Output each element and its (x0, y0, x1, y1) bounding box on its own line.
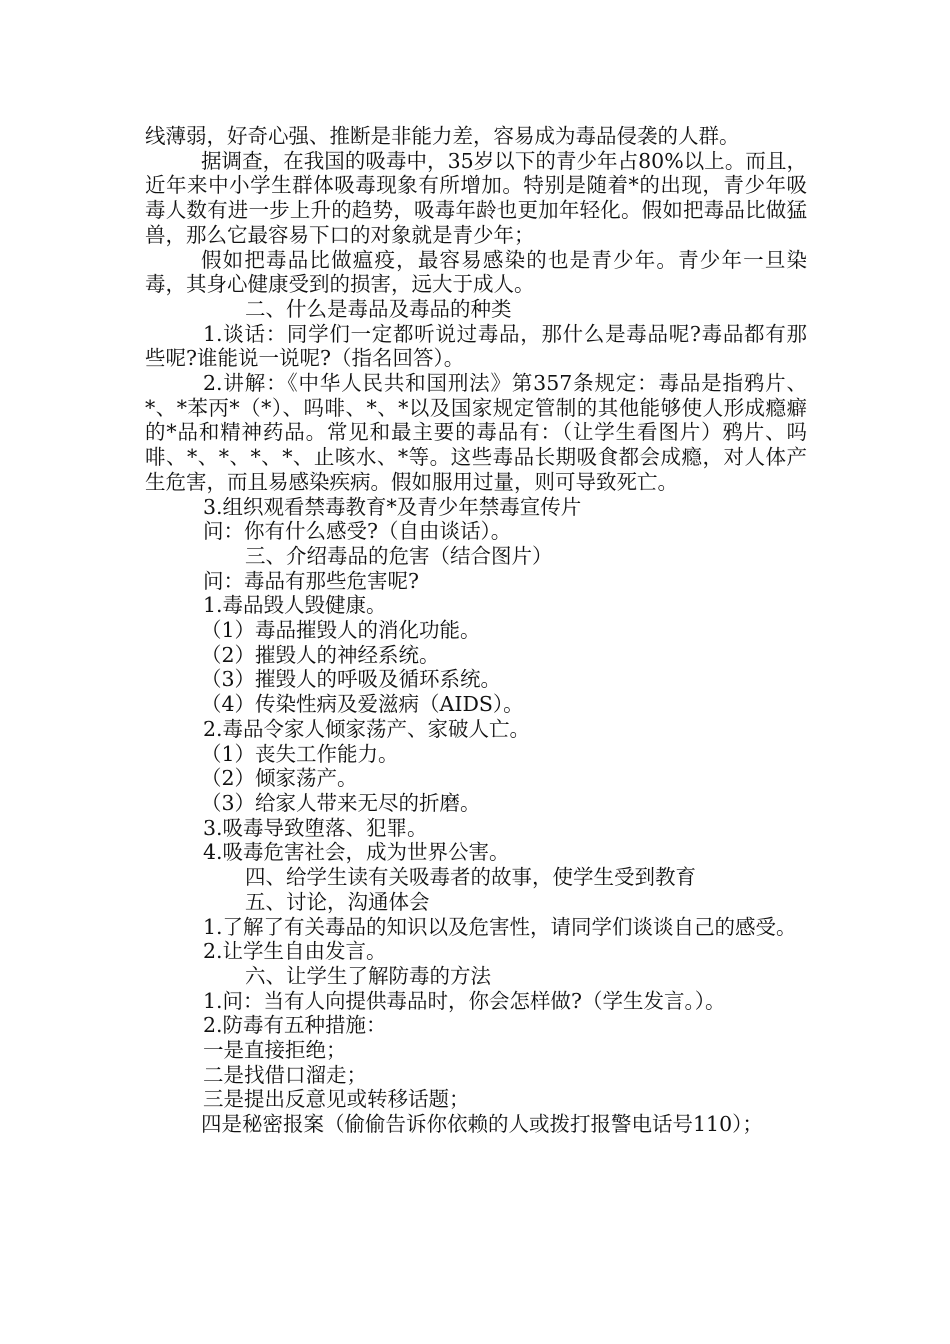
section-heading-2: 二、什么是毒品及毒品的种类 (245, 296, 512, 321)
paragraph-talk: 1.谈话：同学们一定都听说过毒品，那什么是毒品呢?毒品都有那些呢?谁能说一说呢?（指名回答）。 (145, 321, 807, 371)
sub-item-1-2: （2）摧毁人的神经系统。 (201, 642, 440, 667)
paragraph-discussion: 1.了解了有关毒品的知识以及危害性，请同学们谈谈自己的感受。 (203, 914, 797, 939)
document-body (145, 124, 807, 1137)
measure-4: 四是秘密报案（偷偷告诉你依赖的人或拨打报警电话号110）； (201, 1112, 763, 1137)
measure-1: 一是直接拒绝； (203, 1038, 347, 1063)
paragraph-explain: 2.讲解：《中华人民共和国刑法》第357条规定：毒品是指鸦片、*、*苯丙*（*）、吗啡、*、*以及国家规定管制的其他能够使人形成瘾癖的*品和精神药品。常见和最主要的毒品有：（让学生看图片）鸦片、吗啡、*、*、*、*、止咳水、*等。这些毒品长期吸食都会成瘾，对人体产生危害，而且易感染疾病。假如服用过量，则可导致死亡。 (145, 371, 807, 494)
measure-2: 二是找借口溜走； (203, 1062, 367, 1087)
section-heading-4: 四、给学生读有关吸毒者的故事，使学生受到教育 (245, 865, 696, 890)
sub-item-1-1: （1）毒品摧毁人的消化功能。 (201, 618, 481, 643)
measure-3: 三是提出反意见或转移话题； (203, 1087, 470, 1112)
paragraph-plague-analogy: 假如把毒品比做瘟疫，最容易感染的也是青少年。青少年一旦染毒，其身心健康受到的损害，远大于成人。 (145, 247, 807, 297)
line-question-feeling: 问：你有什么感受?（自由谈话）。 (203, 519, 512, 544)
sub-item-2-3: （3）给家人带来无尽的折磨。 (201, 790, 481, 815)
line-question-harm: 问：毒品有那些危害呢? (203, 568, 419, 593)
list-item-harm-2: 2.毒品令家人倾家荡产、家破人亡。 (203, 716, 531, 741)
sub-item-1-3: （3）摧毁人的呼吸及循环系统。 (201, 667, 502, 692)
line-five-measures: 2.防毒有五种措施： (203, 1013, 387, 1038)
section-heading-3: 三、介绍毒品的危害（结合图片） (245, 543, 553, 568)
line-watch-film: 3.组织观看禁毒教育*及青少年禁毒宣传片 (203, 494, 582, 519)
sub-item-2-1: （1）丧失工作能力。 (201, 741, 399, 766)
sub-item-2-2: （2）倾家荡产。 (201, 766, 358, 791)
paragraph-survey: 据调查，在我国的吸毒中，35岁以下的青少年占80%以上。而且，近年来中小学生群体吸毒现象有所增加。特别是随着*的出现，青少年吸毒人数有进一步上升的趋势，吸毒年龄也更加年轻化。假如把毒品比做猛兽，那么它最容易下口的对象就是青少年； (145, 148, 807, 247)
section-heading-6: 六、让学生了解防毒的方法 (245, 963, 491, 988)
paragraph-intro-continuation: 线薄弱，好奇心强、推断是非能力差，容易成为毒品侵袭的人群。 (145, 124, 740, 148)
sub-item-1-4: （4）传染性病及爱滋病（AIDS）。 (201, 692, 524, 717)
list-item-harm-1: 1.毒品毁人毁健康。 (203, 593, 387, 618)
section-heading-5: 五、讨论，沟通体会 (245, 889, 430, 914)
line-question-offer: 1.问：当有人向提供毒品时，你会怎样做?（学生发言。）。 (203, 988, 726, 1013)
list-item-harm-4: 4.吸毒危害社会，成为世界公害。 (203, 840, 510, 865)
line-free-speech: 2.让学生自由发言。 (203, 939, 387, 964)
list-item-harm-3: 3.吸毒导致堕落、犯罪。 (203, 815, 428, 840)
